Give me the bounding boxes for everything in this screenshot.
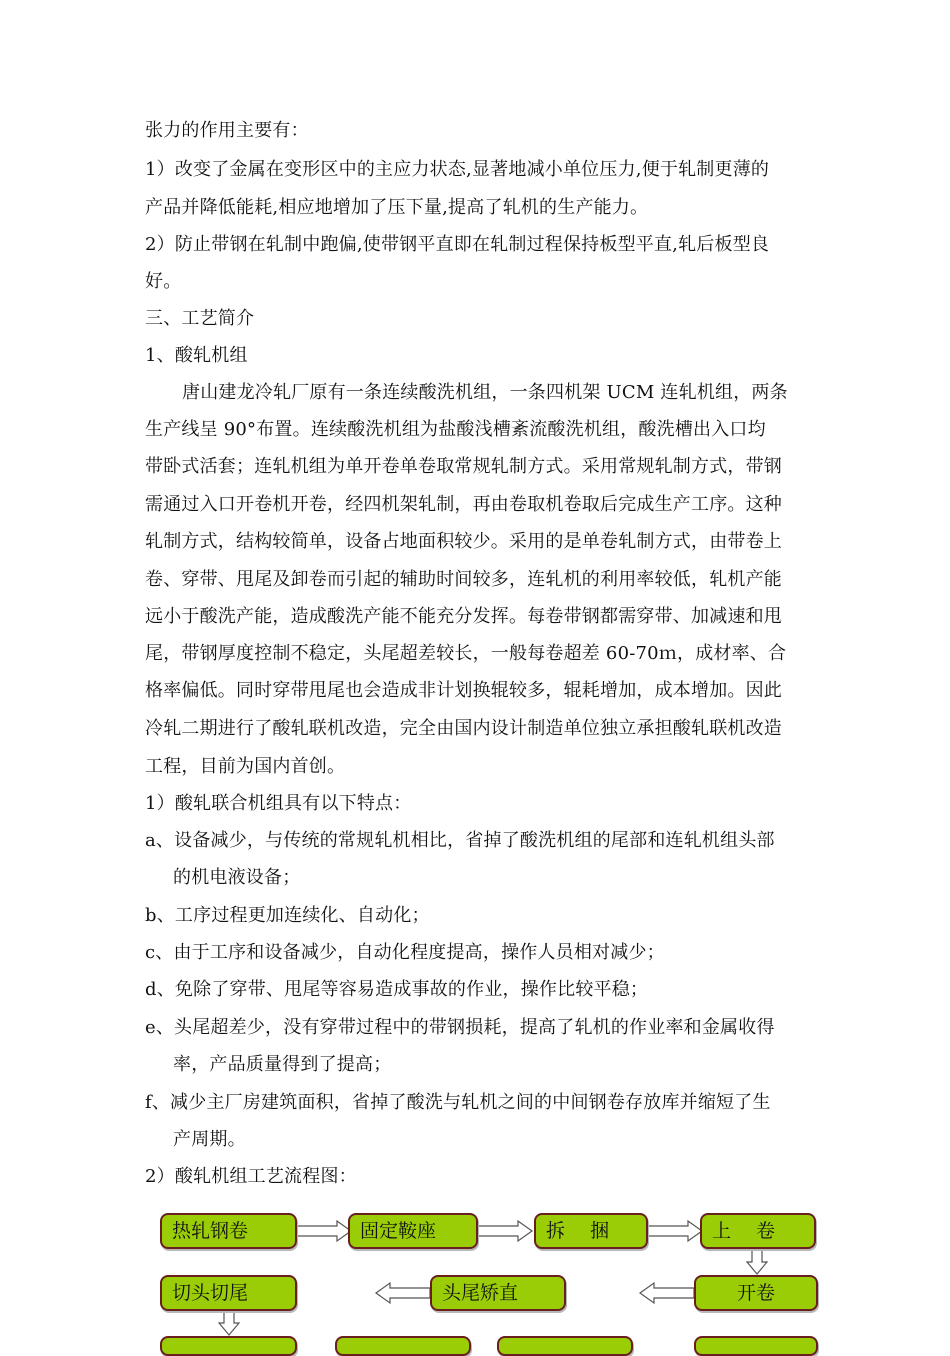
feature-e-line-2: 率，产品质量得到了提高； [173, 1054, 392, 1075]
feature-e-line-1: e、头尾超差少，没有穿带过程中的带钢损耗，提高了轧机的作业率和金属收得 [145, 1017, 775, 1038]
body-line-6: 卷、穿带、甩尾及卸卷而引起的辅助时间较多，连轧机的利用率较低，轧机产能 [145, 569, 782, 590]
paragraph-tension-2b: 好。 [145, 271, 182, 292]
feature-f-line-2: 产周期。 [173, 1129, 246, 1150]
arrow-down-2 [219, 1311, 239, 1335]
paragraph-tension-2a: 2）防止带钢在轧制中跑偏,使带钢平直即在轧制过程保持板型平直,轧后板型良 [145, 234, 770, 255]
paragraph-tension-intro: 张力的作用主要有： [145, 120, 309, 141]
flow-step-row3-1 [160, 1336, 297, 1356]
feature-f-line-1: f、减少主厂房建筑面积，省掉了酸洗与轧机之间的中间钢卷存放库并缩短了生 [145, 1092, 771, 1113]
flow-step-coil-loading: 上 卷 [700, 1213, 816, 1249]
flow-step-debanding: 拆 捆 [534, 1213, 648, 1249]
arrow-left-1 [640, 1283, 694, 1303]
paragraph-tension-1b: 产品并降低能耗,相应地增加了压下量,提高了轧机的生产能力。 [145, 197, 649, 218]
feature-b: b、工序过程更加连续化、自动化； [145, 905, 430, 926]
subsection-heading: 1、酸轧机组 [145, 345, 248, 366]
body-line-1: 唐山建龙冷轧厂原有一条连续酸洗机组，一条四机架 UCM 连轧机组，两条 [182, 382, 788, 403]
features-heading: 1）酸轧联合机组具有以下特点： [145, 793, 412, 814]
section-heading: 三、工艺简介 [145, 308, 255, 329]
body-line-8: 尾，带钢厚度控制不稳定，头尾超差较长，一般每卷超差 60-70ｍ，成材率、合 [145, 643, 787, 664]
body-line-7: 远小于酸洗产能，造成酸洗产能不能充分发挥。每卷带钢都需穿带、加减速和甩 [145, 606, 782, 627]
flow-step-uncoiling: 开卷 [694, 1275, 818, 1311]
flow-step-fixed-saddle: 固定鞍座 [348, 1213, 478, 1249]
body-line-11: 工程，目前为国内首创。 [145, 756, 346, 777]
arrow-right-3 [648, 1221, 702, 1241]
flow-step-row3-2 [335, 1336, 471, 1356]
flow-step-row3-3 [497, 1336, 633, 1356]
flow-step-hot-rolled-coil: 热轧钢卷 [160, 1213, 297, 1249]
paragraph-tension-1a: 1）改变了金属在变形区中的主应力状态,显著地减小单位压力,便于轧制更薄的 [145, 159, 770, 180]
body-line-2: 生产线呈 90°布置。连续酸洗机组为盐酸浅槽紊流酸洗机组，酸洗槽出入口均 [145, 419, 766, 440]
body-line-3: 带卧式活套；连轧机组为单开卷单卷取常规轧制方式。采用常规轧制方式，带钢 [145, 456, 782, 477]
flow-step-head-tail-cut: 切头切尾 [160, 1275, 297, 1311]
flowchart-title: 2）酸轧机组工艺流程图： [145, 1166, 357, 1187]
flow-step-head-tail-straighten: 头尾矫直 [430, 1275, 566, 1311]
arrow-right-1 [297, 1221, 351, 1241]
feature-a-line-1: a、设备减少，与传统的常规轧机相比，省掉了酸洗机组的尾部和连轧机组头部 [145, 830, 775, 851]
body-line-4: 需通过入口开卷机开卷，经四机架轧制，再由卷取机卷取后完成生产工序。这种 [145, 494, 782, 515]
arrow-right-2 [478, 1221, 532, 1241]
feature-a-line-2: 的机电液设备； [173, 867, 301, 888]
feature-d: d、免除了穿带、甩尾等容易造成事故的作业，操作比较平稳； [145, 979, 649, 1000]
body-line-9: 格率偏低。同时穿带甩尾也会造成非计划换辊较多，辊耗增加，成本增加。因此 [145, 680, 782, 701]
arrow-left-2 [376, 1283, 430, 1303]
body-line-5: 轧制方式，结构较简单，设备占地面积较少。采用的是单卷轧制方式，由带卷上 [145, 531, 782, 552]
flow-step-row3-4 [694, 1336, 818, 1356]
body-line-10: 冷轧二期进行了酸轧联机改造，完全由国内设计制造单位独立承担酸轧联机改造 [145, 718, 782, 739]
feature-c: c、由于工序和设备减少，自动化程度提高，操作人员相对减少； [145, 942, 665, 963]
arrow-down-1 [747, 1250, 767, 1274]
